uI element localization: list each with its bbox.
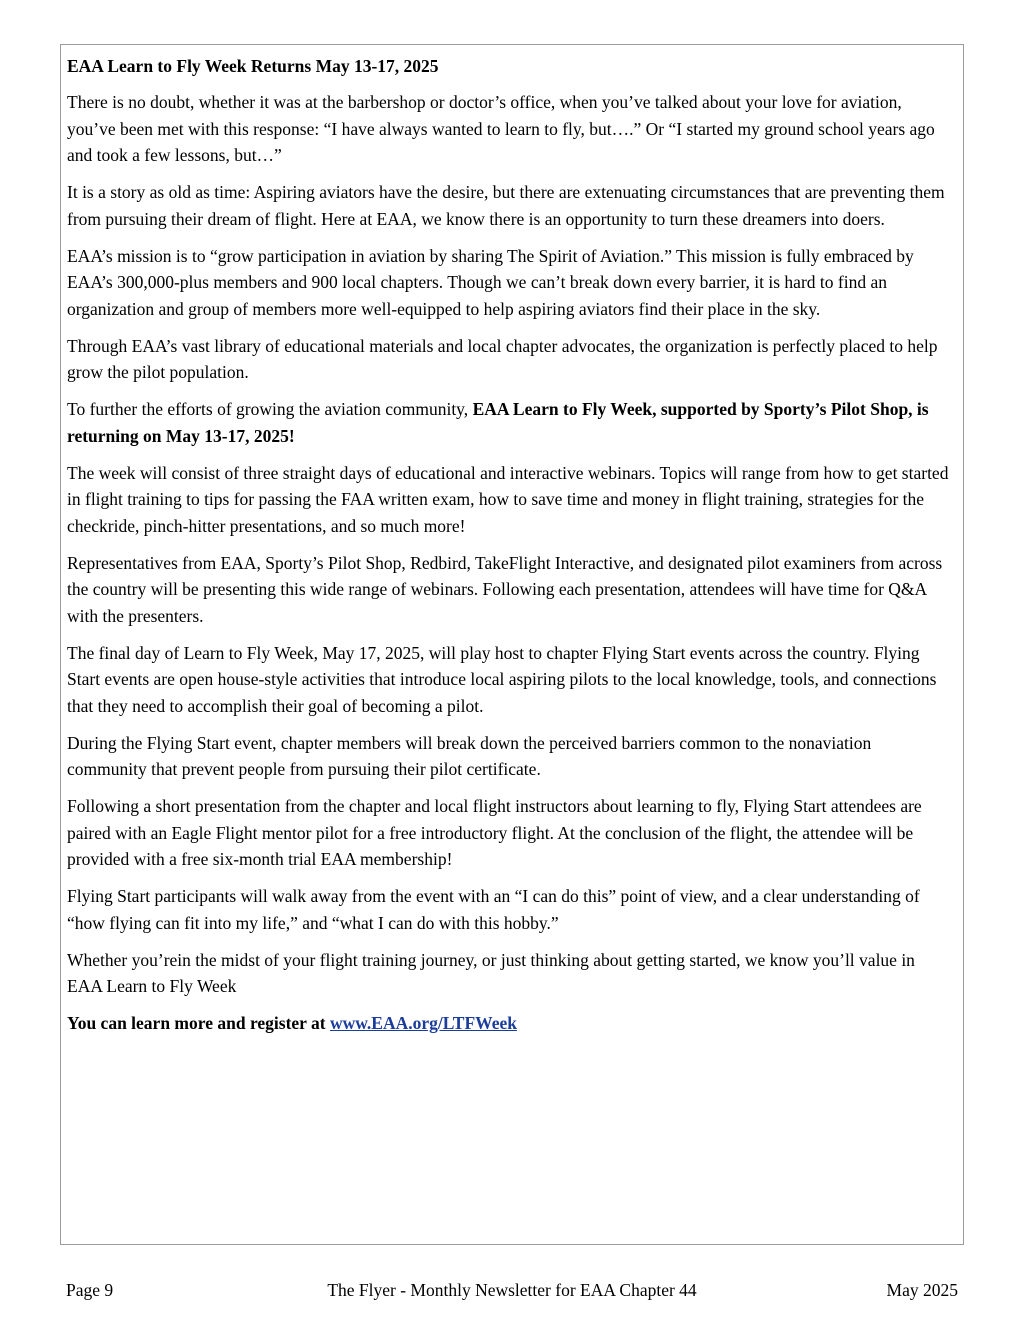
paragraph-mission: EAA’s mission is to “grow participation in aviation by sharing The Spirit of Aviation.” This mission is fully embraced by EAA’s 300,000-plus members and 900 local chapters. Though we can’t break down every barrier, it is hard to find an organization and group of members more well-equipped to help aspiring aviators find their place in the sky. <box>67 245 914 319</box>
announcement-highlight: EAA Learn to Fly Week, supported by Sporty’s Pilot Shop, is returning on May 13-17, 2025! <box>67 399 929 446</box>
register-link[interactable]: www.EAA.org/LTFWeek <box>329 1013 517 1033</box>
footer-date: May 2025 <box>886 1280 958 1300</box>
paragraph-presentation: Following a short presentation from the chapter and local flight instructors about learning to fly, Flying Start attendees are paired with an Eagle Flight mentor pilot for a free introductory flight. At the conclusion of the flight, the attendee will be provided with a free six-month trial EAA membership! <box>67 796 922 869</box>
footer-page-number: Page 9 <box>66 1280 114 1300</box>
paragraph-webinars: The week will consist of three straight days of educational and interactive webinars. Topics will range from how to get started in flight training to tips for passing the FAA written exam, how to save time and money in flight training, strategies for the checkride, pinch-hitter presentations, and so much more! <box>67 462 949 536</box>
paragraph-flying-start: During the Flying Start event, chapter members will break down the perceived barriers common to the nonaviation community that prevent people from pursuing their pilot certificate. <box>67 732 872 779</box>
article-title: EAA Learn to Fly Week Returns May 13-17, 2025 <box>67 56 439 76</box>
page-footer <box>66 1277 958 1303</box>
article-box <box>60 44 964 1245</box>
paragraph-participants: Flying Start participants will walk away from the event with an “I can do this” point of view, and a clear understanding of “how flying can fit into my life,” and “what I can do with this hobby.” <box>67 886 920 933</box>
cta-text: You can learn more and register at <box>67 1013 330 1033</box>
announcement-intro: To further the efforts of growing the aviation community, <box>67 399 473 419</box>
paragraph-representatives: Representatives from EAA, Sporty’s Pilot Shop, Redbird, TakeFlight Interactive, and designated pilot examiners from across the country will be presenting this wide range of webinars. Following each presentation, attendees will have time for Q&A with the presenters. <box>67 552 943 626</box>
footer-newsletter-title: The Flyer - Monthly Newsletter for EAA Chapter 44 <box>327 1280 697 1300</box>
paragraph-final-day: The final day of Learn to Fly Week, May 17, 2025, will play host to chapter Flying Start events across the country. Flying Start events are open house-style activities that introduce local aspiring pilots to the local knowledge, tools, and connections that they need to accomplish their goal of becoming a pilot. <box>67 642 937 716</box>
paragraph-library: Through EAA’s vast library of educational materials and local chapter advocates, the organization is perfectly placed to help grow the pilot population. <box>67 335 938 382</box>
paragraph-announcement <box>67 396 953 449</box>
paragraph-story: It is a story as old as time: Aspiring aviators have the desire, but there are extenuating circumstances that are preventing them from pursuing their dream of flight. Here at EAA, we know there is an opportunity to turn these dreamers into doers. <box>67 182 945 229</box>
paragraph-cta <box>67 1010 953 1037</box>
paragraph-closing: Whether you’rein the midst of your flight training journey, or just thinking about getting started, we know you’ll value in EAA Learn to Fly Week <box>67 949 915 996</box>
paragraph-intro: There is no doubt, whether it was at the barbershop or doctor’s office, when you’ve talked about your love for aviation, you’ve been met with this response: “I have always wanted to learn to fly, but….” Or “I started my ground school years ago and took a few lessons, but…” <box>67 92 935 165</box>
